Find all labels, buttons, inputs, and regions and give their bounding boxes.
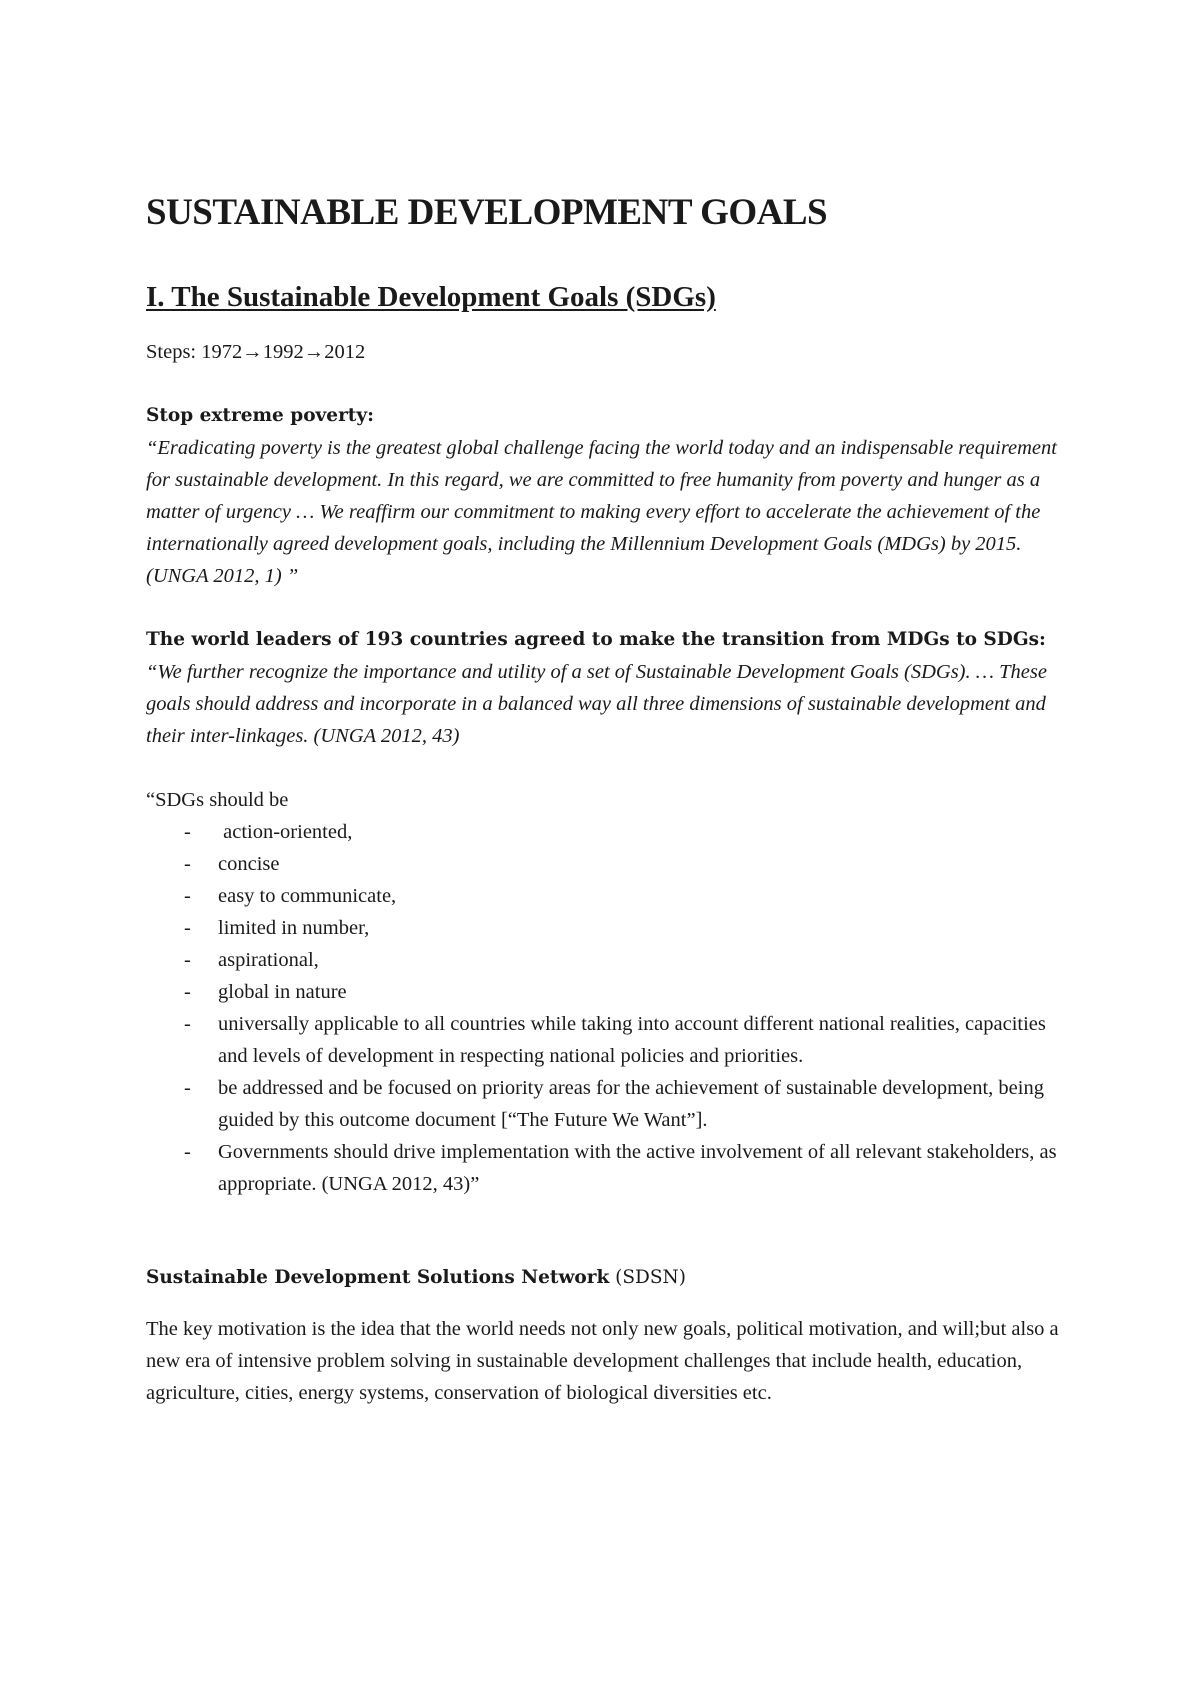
document-title: SUSTAINABLE DEVELOPMENT GOALS xyxy=(146,192,828,233)
list-item-text: be addressed and be focused on priority areas for the achievement of sustainable development, being guided by this outcome document [“The Future We Want”]. xyxy=(218,1077,1044,1131)
section-heading: I. The Sustainable Development Goals (SDGs) xyxy=(146,281,716,313)
list-item-text: easy to communicate, xyxy=(218,885,397,907)
bullet-dash: - xyxy=(184,1013,191,1035)
list-item xyxy=(146,912,1076,944)
list-item-text: universally applicable to all countries while taking into account different national realities, capacities and levels of development in respecting national policies and priorities. xyxy=(218,1013,1046,1067)
list-item xyxy=(146,816,1076,848)
bullet-dash: - xyxy=(184,981,191,1003)
steps-text: Steps: 1972→1992→2012 xyxy=(146,341,366,363)
poverty-heading: Stop extreme poverty: xyxy=(146,405,374,426)
list-item xyxy=(146,848,1076,880)
bullet-dash: - xyxy=(184,821,191,843)
sdsn-heading xyxy=(146,1262,1076,1294)
sdsn-body: The key motivation is the idea that the world needs not only new goals, political motivation, and will;but also a new era of intensive problem solving in sustainable development challenges that include health, education, agriculture, cities, energy systems, conservation of biological diversities etc. xyxy=(146,1317,1059,1404)
list-item-text: concise xyxy=(218,853,280,875)
list-item xyxy=(146,880,1076,912)
transition-heading: The world leaders of 193 countries agreed to make the transition from MDGs to SDGs: xyxy=(146,629,1046,650)
list-item xyxy=(146,1008,1076,1072)
sdsn-heading-bold: Sustainable Development Solutions Network xyxy=(146,1267,610,1288)
document-page xyxy=(146,190,1076,1409)
list-item xyxy=(146,1072,1076,1136)
list-item-text: limited in number, xyxy=(218,917,370,939)
list-item-text: global in nature xyxy=(218,981,347,1003)
transition-quote: “We further recognize the importance and utility of a set of Sustainable Development Goals (SDGs). … These goals should address and incorporate in a balanced way all three dimensions of sustainable development and their inter-linkages. (UNGA 2012, 43) xyxy=(146,661,1047,747)
list-item-text: Governments should drive implementation with the active involvement of all relevant stakeholders, as appropriate. (UNGA 2012, 43)” xyxy=(218,1141,1057,1195)
poverty-quote: “Eradicating poverty is the greatest global challenge facing the world today and an indispensable requirement for sustainable development. In this regard, we are committed to free humanity from poverty and hunger as a matter of urgency … We reaffirm our commitment to making every effort to accelerate the achievement of the internationally agreed development goals, including the Millennium Development Goals (MDGs) by 2015. (UNGA 2012, 1) ” xyxy=(146,437,1057,587)
sdsn-heading-abbrev: (SDSN) xyxy=(609,1267,686,1288)
sdgs-intro: “SDGs should be xyxy=(146,789,289,811)
bullet-dash: - xyxy=(184,917,191,939)
list-item xyxy=(146,1136,1076,1200)
list-item-text: aspirational, xyxy=(218,949,319,971)
bullet-dash: - xyxy=(184,1141,191,1163)
sdgs-list xyxy=(146,816,1076,1200)
bullet-dash: - xyxy=(184,949,191,971)
list-item xyxy=(146,944,1076,976)
list-item-text: action-oriented, xyxy=(218,821,353,843)
bullet-dash: - xyxy=(184,885,191,907)
bullet-dash: - xyxy=(184,853,191,875)
list-item xyxy=(146,976,1076,1008)
bullet-dash: - xyxy=(184,1077,191,1099)
